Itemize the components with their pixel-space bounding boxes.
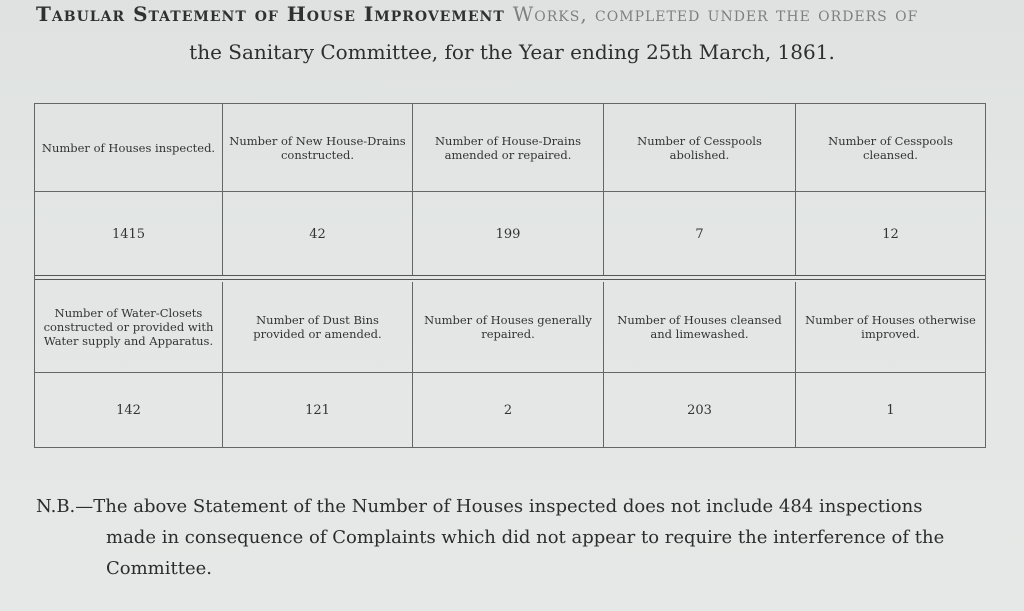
header-houses-limewashed: Number of Houses cleansed and limewashed. — [604, 282, 796, 372]
footnote-continuation: made in consequence of Complaints which did not appear to require the interference of the Committee. — [106, 527, 945, 579]
value-cesspools-abolished: 7 — [604, 192, 796, 276]
value-houses-repaired: 2 — [413, 373, 604, 447]
value-houses-limewashed: 203 — [604, 373, 796, 447]
value-houses-improved: 1 — [886, 402, 895, 418]
header-cesspools-abolished: Number of Cesspools abolished. — [604, 104, 796, 191]
statement-table — [34, 103, 986, 448]
table-value-row-2 — [35, 373, 985, 447]
header-new-drains: Number of New House-Drains constructed. — [223, 104, 413, 191]
table-value-row-1 — [35, 192, 985, 276]
statement-subtitle: the Sanitary Committee, for the Year ending 25th March, 1861. — [189, 40, 835, 64]
title-bold-part: Tabular Statement of House Improvement — [36, 2, 505, 26]
header-cesspools-cleansed: Number of Cesspools cleansed. — [828, 133, 953, 162]
header-houses-improved: Number of Houses otherwise improved. — [805, 313, 976, 341]
footnote-first-line: N.B.—The above Statement of the Number of Houses inspected does not include 484 inspections — [36, 496, 923, 517]
value-cesspools-cleansed: 12 — [882, 226, 899, 242]
footnote — [36, 491, 996, 584]
table-header-row-1 — [35, 104, 985, 192]
double-rule-divider — [35, 275, 985, 280]
value-houses-inspected: 1415 — [35, 192, 223, 276]
value-new-drains: 42 — [223, 192, 413, 276]
statement-title — [36, 2, 918, 26]
header-dust-bins: Number of Dust Bins provided or amended. — [223, 282, 413, 372]
header-houses-repaired: Number of Houses generally repaired. — [413, 282, 604, 372]
value-water-closets: 142 — [35, 373, 223, 447]
header-water-closets: Number of Water-Closets constructed or provided with Water supply and Apparatus. — [35, 282, 223, 372]
value-drains-repaired: 199 — [413, 192, 604, 276]
header-drains-repaired: Number of House-Drains amended or repaired. — [413, 104, 604, 191]
title-faded-part: Works, completed under the orders of — [512, 2, 919, 26]
value-dust-bins: 121 — [223, 373, 413, 447]
table-header-row-2 — [35, 282, 985, 373]
header-houses-inspected: Number of Houses inspected. — [35, 104, 223, 191]
